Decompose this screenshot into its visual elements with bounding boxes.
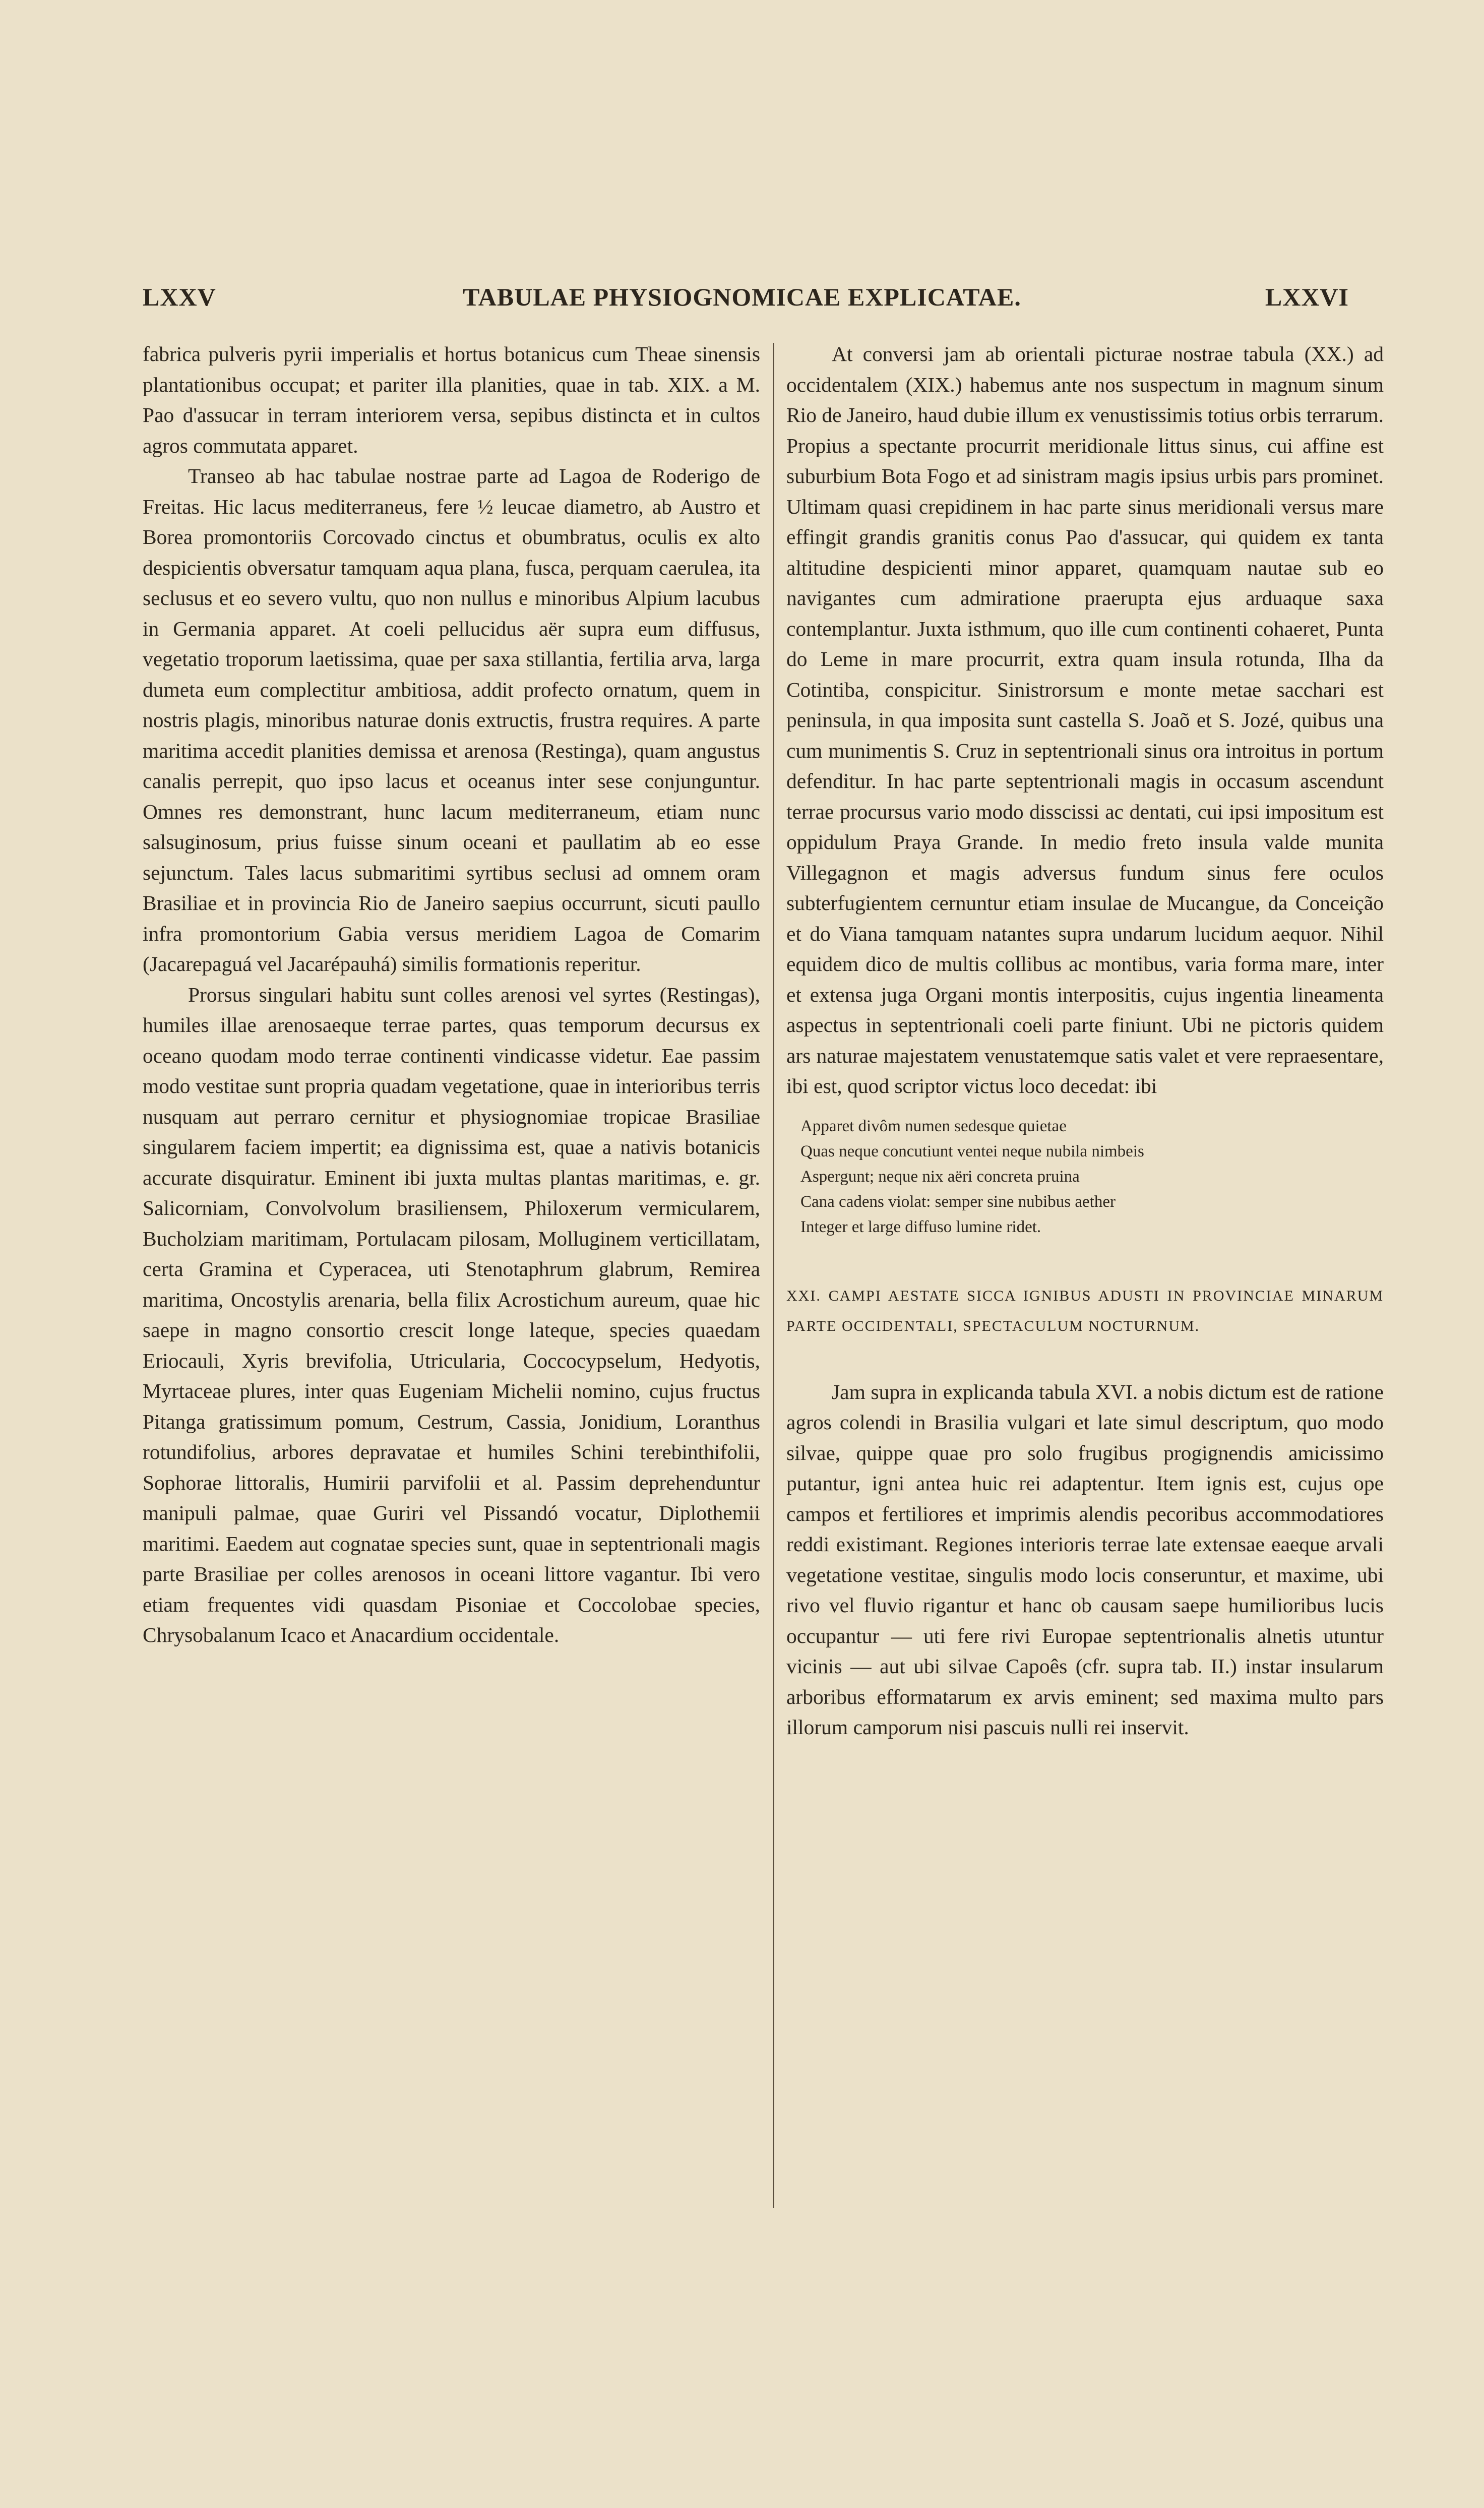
right-paragraph-1: At conversi jam ab orientali picturae nostrae tabula (XX.) ad occidentalem (XIX.) habemus ante nos suspectum in magnum sinum Rio de Janeiro, haud dubie illum ex venustissimis totius orbis terrarum. Propius a spectante procurrit meridionale littus sinus, cui affine est suburbium Bota Fogo et ad sinistram magis ipsius urbis pars prominet. Ultimam quasi crepidinem in hac parte sinus meridionali versus mare effingit grandis granitis conus Pao d'assucar, qui quidem ex tanta altitudine despicienti minor apparet, quamquam nautae sub eo navigantes cum admiratione praerupta ejus arduaque saxa contemplantur. Juxta isthmum, quo ille cum continenti cohaeret, Punta do Leme in mare procurrit, extra quam insula rotunda, Ilha da Cotintiba, conspicitur. Sinistrorsum e monte metae sacchari est peninsula, in qua imposita sunt castella S. Joaõ et S. Jozé, quibus una cum munimentis S. Cruz in septentrionali sinus ora introitus in portum defenditur. In hac parte septentrionali magis in occasum ascendunt terrae procursus vario modo disscissi ac dentati, cui ipsi impositum est oppidulum Praya Grande. In medio freto insula valde munita Villegagnon et magis adversus fundum sinus fere oculos subterfugientem cernuntur etiam insulae de Mucangue, da Conceição et do Viana tamquam natantes supra undarum lucidum aequor. Nihil equidem dico de multis collibus ac montibus, varia forma mare, inter et extensa juga Organi montis interpositis, cujus ingentia lineamenta aspectus in septentrionali coeli parte finiunt. Ubi ne pictoris quidem ars naturae majestatem venustatemque satis valet et vere repraesentare, ibi est, quod scriptor victus loco decedat: ibi [786,342,1384,1097]
left-paragraph-3: Prorsus singulari habitu sunt colles arenosi vel syrtes (Restingas), humiles illae arenosaeque terrae partes, quas temporum decursus ex oceano quodam modo terrae continenti vindicasse videtur. Eae passim modo vestitae sunt propria quadam vegetatione, quae in interioribus terris nusquam aut perraro cernitur et physiognomiae tropicae Brasiliae singularem faciem impertit; ea dignissima est, quae a nativis botanicis accurate disquiratur. Eminent ibi juxta multas plantas maritimas, e. gr. Salicorniam, Convolvolum brasiliensem, Philoxerum vermicularem, Bucholziam maritimam, Portulacam pilosam, Molluginem verticillatam, certa Gramina et Cyperacea, uti Stenotaphrum glabrum, Remirea maritima, Oncostylis arenaria, bella filix Acrostichum aureum, quae hic saepe in magno consortio crescit longe lateque, species quaedam Eriocauli, Xyris brevifolia, Utricularia, Coccocypselum, Hedyotis, Myrtaceae plures, inter quas Eugeniam Michelii nomino, cujus fructus Pitanga gratissimum pomum, Cestrum, Cassia, Jonidium, Loranthus rotundifolius, arbores depravatae et humiles Schini terebinthifolii, Sophorae littoralis, Humirii parvifolii et al. Passim deprehenduntur manipuli palmae, quae Guriri vel Pissandó vocatur, Diplothemii maritimi. Eaedem aut cognatae species sunt, quae in septentrionali magis parte Brasiliae per colles arenosos in oceani littore vagantur. Ibi vero etiam frequentes vidi quasdam Pisoniae et Coccolobae species, Chrysobalanum Icaco et Anacardium occidentale. [143,983,760,1646]
left-column [143,339,760,1650]
section-heading: XXI. CAMPI AESTATE SICCA IGNIBUS ADUSTI IN PROVINCIAE MINARUM PARTE OCCIDENTALI, SPECTACULUM NOCTURNUM. [786,1287,1384,1334]
right-column [786,339,1384,1743]
verse-line: Integer et large diffuso lumine ridet. [800,1217,1041,1236]
left-paragraph-1: fabrica pulveris pyrii imperialis et hortus botanicus cum Theae sinensis plantationibus occupat; et pariter illa planities, quae in tab. XIX. a M. Pao d'assucar in terram interiorem versa, sepibus distincta et in cultos agros commutata apparet. [143,342,760,457]
column-divider [773,343,774,2208]
verse-quotation [800,1114,1384,1240]
right-page-number: LXXVI [1265,283,1349,311]
left-page-number: LXXV [143,283,216,311]
verse-line: Aspergunt; neque nix aëri concreta pruina [800,1167,1080,1186]
left-paragraph-2: Transeo ab hac tabulae nostrae parte ad Lagoa de Roderigo de Freitas. Hic lacus mediterraneus, fere ½ leucae diametro, ab Austro et Borea promontoriis Corcovado cinctus et obumbratus, oculis ex alto despicientis obversatur tamquam aqua plana, fusca, perquam caerulea, ita seclusus et eo severo vultu, quo non nullus e minoribus Alpium lacubus in Germania apparet. At coeli pellucidus aër supra eum diffusus, vegetatio troporum laetissima, quae per saxa stillantia, fertilia arva, larga dumeta eum complectitur ambitiosa, addit profecto ornatum, quem in nostris plagis, minoribus naturae donis extructis, frustra requires. A parte maritima accedit planities demissa et arenosa (Restinga), quam angustus canalis perrepit, quo ipso lacus et oceanus inter sese conjunguntur. Omnes res demonstrant, hunc lacum mediterraneum, etiam nunc salsuginosum, prius fuisse sinum oceani et paullatim ab eo esse sejunctum. Tales lacus submaritimi syrtibus seclusi ad omnem oram Brasiliae et in provincia Rio de Janeiro saepius occurrunt, sicuti paullo infra promontorium Gabia versus meridiem Lagoa de Comarim (Jacarepaguá vel Jacarépauhá) similis formationis reperitur. [143,464,760,975]
right-paragraph-2: Jam supra in explicanda tabula XVI. a nobis dictum est de ratione agros colendi in Brasilia vulgari et late simul descriptum, quo modo silvae, quippe quae pro solo frugibus progignendis amicissimo putantur, igni antea huic rei adaptentur. Item ignis est, cujus ope campos et fertiliores et imprimis alendis pecoribus accommodatiores reddi existimant. Regiones interioris terrae late extensae eaeque arvali vegetatione vestitae, singulis modo locis conseruntur, et maxime, ubi rivo vel fluvio rigantur et hanc ob causam saepe humilioribus lucis occupantur — uti fere rivi Europae septentrionalis alnetis utuntur vicinis — aut ubi silvae Capoês (cfr. supra tab. II.) instar insularum arboribus efformatarum ex arvis eminent; sed maxima multo pars illorum camporum nisi pascuis nulli rei inservit. [786,1380,1384,1739]
verse-line: Cana cadens violat: semper sine nubibus aether [800,1192,1116,1211]
page-title: TABULAE PHYSIOGNOMICAE EXPLICATAE. [463,283,1021,311]
verse-line: Apparet divôm numen sedesque quietae [800,1117,1067,1135]
verse-line: Quas neque concutiunt ventei neque nubila nimbeis [800,1142,1144,1160]
